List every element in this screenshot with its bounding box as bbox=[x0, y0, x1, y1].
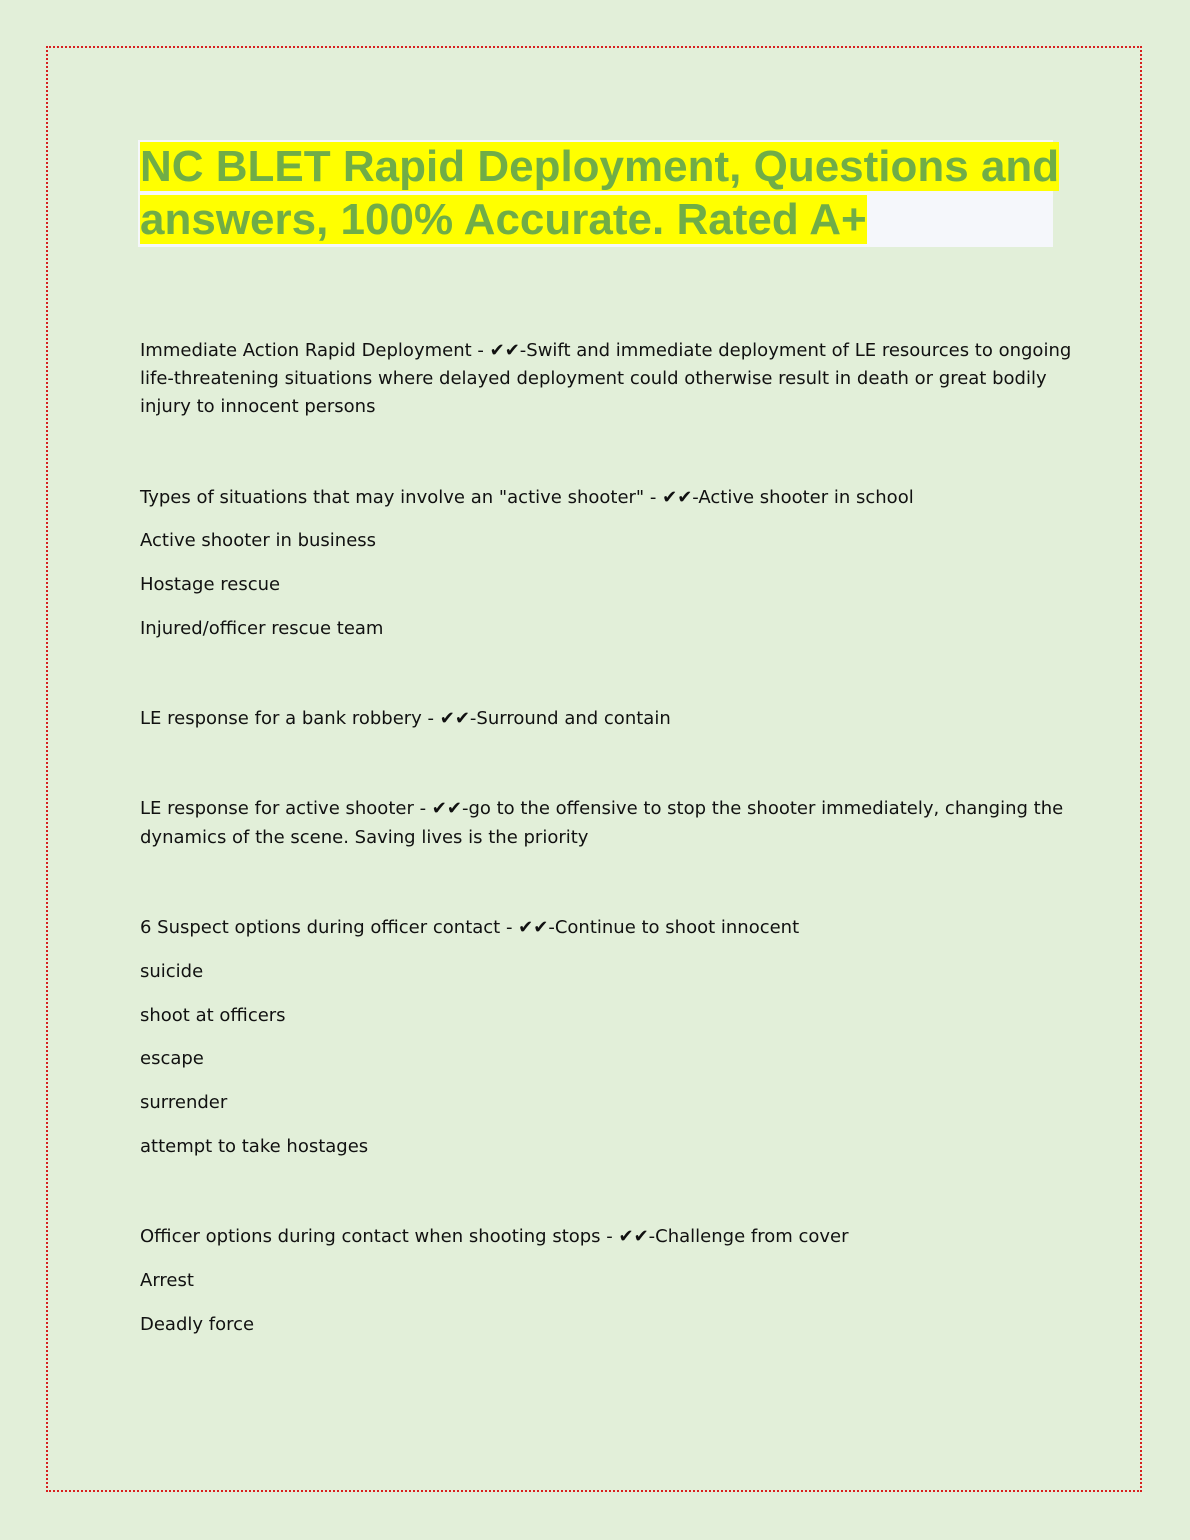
qa-entry-5-answer-4: escape bbox=[140, 1048, 204, 1069]
page-border bbox=[46, 46, 1142, 1492]
qa-entry-2-question: Types of situations that may involve an "active shooter" - ✔✔-Active shooter in school bbox=[140, 487, 914, 508]
qa-entry-5-answer-6: attempt to take hostages bbox=[140, 1136, 369, 1157]
qa-entry-5-answer-5: surrender bbox=[140, 1092, 228, 1113]
qa-entry-6-question: Officer options during contact when shooting stops - ✔✔-Challenge from cover bbox=[140, 1226, 849, 1247]
qa-entry-1-line-3: injury to innocent persons bbox=[140, 396, 376, 417]
document-title-text: NC BLET Rapid Deployment, Questions and answers, 100% Accurate. Rated A+ bbox=[140, 142, 1060, 244]
qa-entry-4-question: LE response for active shooter - ✔✔-go to the offensive to stop the shooter immediately, changing the bbox=[140, 798, 1064, 819]
qa-entry-2-answer-4: Injured/officer rescue team bbox=[140, 618, 384, 639]
qa-entry-5-answer-2: suicide bbox=[140, 961, 204, 982]
qa-entry-3-question: LE response for a bank robbery - ✔✔-Surround and contain bbox=[140, 708, 671, 729]
qa-entry-2-answer-3: Hostage rescue bbox=[140, 574, 281, 595]
qa-entry-1-line-2: life-threatening situations where delayed deployment could otherwise result in death or great bodily bbox=[140, 368, 1047, 389]
qa-entry-5-answer-3: shoot at officers bbox=[140, 1005, 286, 1026]
document-title bbox=[140, 140, 1060, 246]
qa-entry-6-answer-2: Arrest bbox=[140, 1270, 194, 1291]
qa-entry-4-line-2: dynamics of the scene. Saving lives is the priority bbox=[140, 827, 589, 848]
qa-entry-5-question: 6 Suspect options during officer contact - ✔✔-Continue to shoot innocent bbox=[140, 917, 800, 938]
qa-entry-1-question: Immediate Action Rapid Deployment - ✔✔-Swift and immediate deployment of LE resources to ongoing bbox=[140, 340, 1072, 361]
qa-entry-6-answer-3: Deadly force bbox=[140, 1314, 255, 1335]
qa-entry-2-answer-2: Active shooter in business bbox=[140, 530, 377, 551]
